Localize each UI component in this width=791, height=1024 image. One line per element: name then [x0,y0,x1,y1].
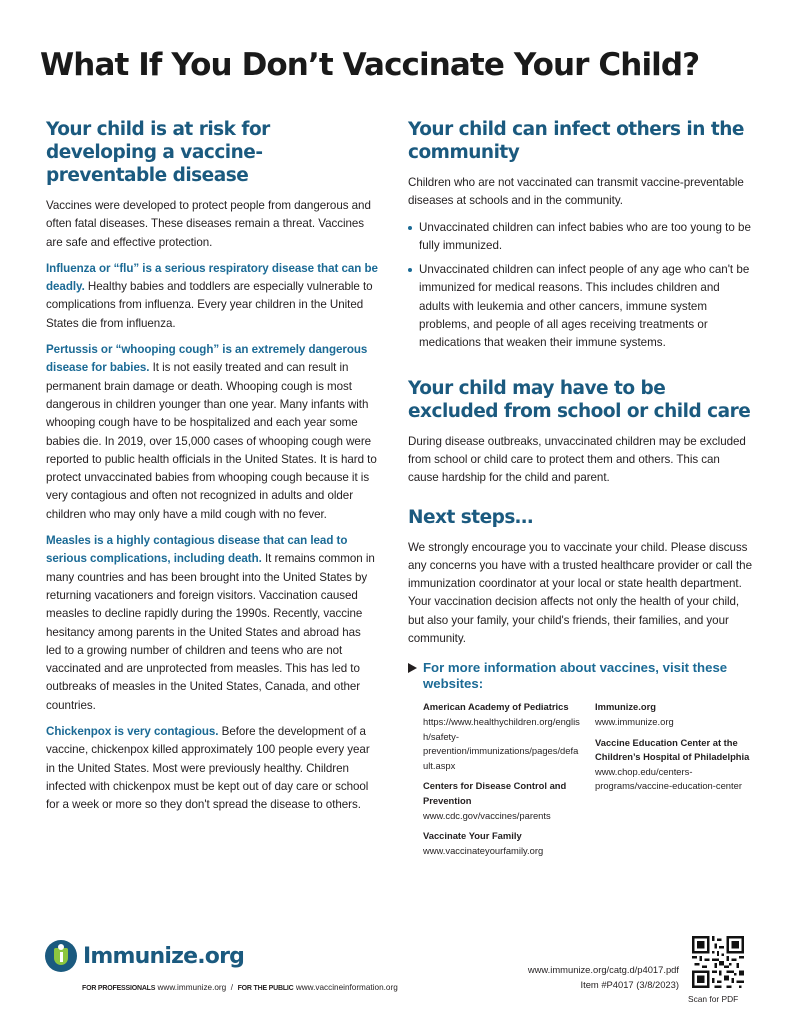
chickenpox-lead: Chickenpox is very contagious. [46,725,219,739]
document-info [528,962,679,992]
links-grid [408,700,753,864]
more-info-heading [408,660,753,692]
logo-text: Immunize.org [83,943,245,969]
professionals-label: FOR PROFESSIONALS [82,985,156,992]
pertussis-paragraph [46,341,378,524]
resource-org: Centers for Disease Control and Prevention [423,780,567,806]
resource-org: Vaccinate Your Family [423,830,522,842]
links-column-left [423,700,581,864]
qr-caption: Scan for PDF [688,994,739,1004]
resource-org: Vaccine Education Center at the Children’s Hospital of Philadelphia [595,736,750,763]
more-info-heading-text: For more information about vaccines, visit these websites: [423,660,728,692]
measles-lead: Measles is a highly contagious disease that can lead to serious complications, including death. [46,534,348,566]
document-url[interactable]: www.immunize.org/catg.d/p4017.pdf [527,964,679,975]
next-steps-heading: Next steps… [408,506,533,528]
pertussis-text: It is not easily treated and can result in permanent brain damage or death. Whooping cough is most dangerous in children younger than one year. Many infants with whooping cough have to be hospitalized and each year some babies die. In 2019, over 15,000 cases of whooping cough were reported to public health officials in the United States. It is hard to protect unvaccinated babies from whooping cough because it is very contagious and often not recognized in adults and older children who may only have a mild cough with no fever. [46,361,377,521]
resource-link[interactable]: https://www.healthychildren.org/english/safety-prevention/immunizations/pages/default.aspx [423,715,580,771]
resource-aap [423,700,581,773]
chickenpox-paragraph [46,723,378,814]
resource-chop [595,736,753,794]
resource-org: American Academy of Pediatrics [423,701,569,713]
resource-link[interactable]: www.cdc.gov/vaccines/parents [423,809,551,821]
measles-text: It remains common in many countries and has been brought into the United States by returning vacationers and foreign visitors. Vaccination caused measles to decline rapidly during the 1990s. Recently, vaccine hesitancy among parents in the United States and abroad has led to a growing number of children and teens who are not vaccinated and are unprotected from measles. This has led to outbreaks of measles in the United States, Canada, and other countries. [46,552,375,712]
public-url[interactable]: www.vaccineinformation.org [295,983,398,992]
excluded-text: During disease outbreaks, unvaccinated children may be excluded from school or child care to protect them and others. This can cause hardship for the child and parent. [408,434,746,485]
qr-code-icon [692,936,744,988]
footer-separator: / [230,983,234,992]
resource-cdc [423,779,581,823]
professionals-url[interactable]: www.immunize.org [157,983,227,992]
page-title: What If You Don’t Vaccinate Your Child? [40,47,700,83]
bullet-icon [408,226,412,230]
bullet-text: Unvaccinated children can infect babies who are too young to be fully immunized. [419,220,751,252]
resource-org: Immunize.org [595,701,656,713]
footer-links [82,983,398,992]
community-heading: Your child can infect others in the community [408,119,744,163]
public-label: FOR THE PUBLIC [237,985,294,992]
immunize-logo-icon [45,940,77,972]
pertussis-lead: Pertussis or “whooping cough” is an extremely dangerous disease for babies. [46,343,368,375]
influenza-paragraph [46,260,378,333]
arrow-right-icon [408,663,417,673]
resource-link[interactable]: www.vaccinateyourfamily.org [423,844,544,856]
community-bullet-list [408,219,753,353]
links-column-right [595,700,753,864]
list-item [408,261,753,352]
influenza-text: Healthy babies and toddlers are especially vulnerable to complications from influenza. Every year children in the United States die from influenza. [46,280,373,330]
item-number: Item #P4017 (3/8/2023) [580,979,679,990]
community-intro: Children who are not vaccinated can transmit vaccine-preventable diseases at schools and in the community. [408,176,744,208]
resource-link[interactable]: www.immunize.org [595,715,674,727]
next-steps-text: We strongly encourage you to vaccinate your child. Please discuss any concerns you have with a trusted healthcare provider or call the immunization coordinator at your local or state health department. Your vaccination decision affects not only the health of your child, but also your family, your child's friends, their families, and your community. [408,540,752,646]
bullet-text: Unvaccinated children can infect people of any age who can't be immunized for medical reasons. This includes children and adults with leukemia and other cancers, immune system problems, and people of all ages receiving treatments or medications that weaken their immune systems. [419,263,750,350]
risk-heading: Your child is at risk for developing a vaccine-preventable disease [46,119,270,186]
excluded-heading: Your child may have to be excluded from school or child care [408,377,751,422]
list-item [408,219,753,256]
more-info-section [408,660,753,864]
measles-paragraph [46,532,378,715]
resource-immunize [595,700,753,729]
resource-link[interactable]: www.chop.edu/centers-programs/vaccine-education-center [595,765,742,792]
influenza-lead: Influenza or “flu” is a serious respiratory disease that can be deadly. [46,261,378,294]
resource-vyf [423,829,581,858]
chickenpox-text: Before the development of a vaccine, chickenpox killed approximately 100 people every year in the United States. Most were previously healthy. Children infected with chickenpox must be kept out of day care or school for a week or more so they don't spread the disease to others. [46,725,370,812]
risk-intro: Vaccines were developed to protect people from dangerous and often fatal diseases. These diseases remain a threat. Vaccines are safe and effective protection. [46,199,371,249]
bullet-icon [408,268,412,272]
left-column [46,118,378,823]
immunize-logo [45,940,244,972]
right-column [408,118,753,864]
